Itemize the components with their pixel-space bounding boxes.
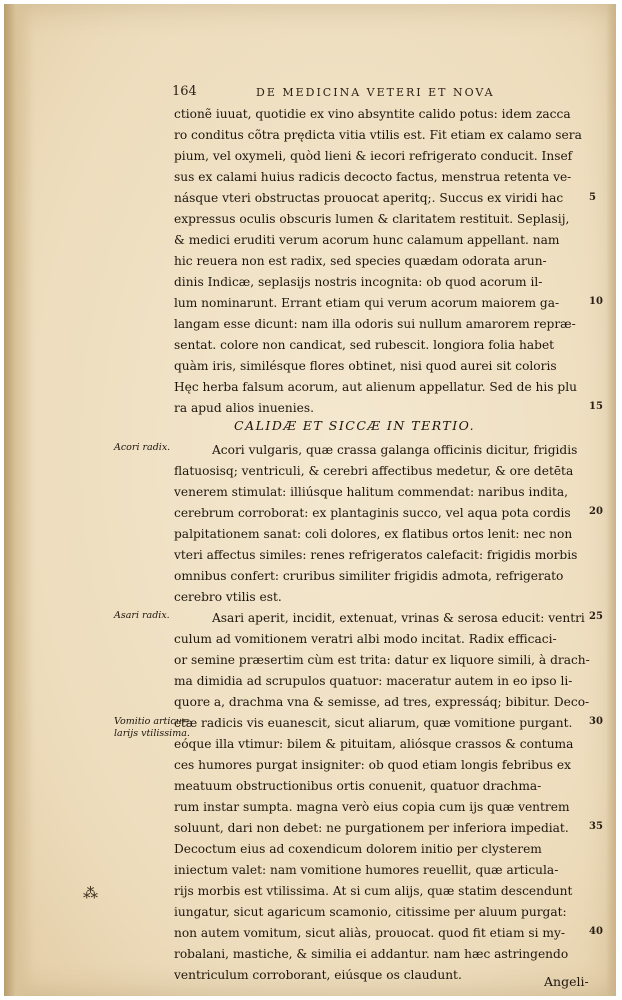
text-line: omnibus confert: cruribus similiter frigidis admota, refrigerato [174,569,564,583]
text-line: palpitationem sanat: coli dolores, ex flatibus ortos lenit: nec non [174,527,573,541]
text-line: ces humores purgat insigniter: ob quod etiam longis febribus ex [174,758,572,772]
asterism-mark-icon: ⁂ [83,884,98,902]
page-edge-shadow [606,4,616,996]
text-line: ro conditus cõtra prędicta vitia vtilis est. Fit etiam ex calamo sera [174,128,582,142]
text-line: or semine præsertim cùm est trita: datur ex liquore simili, à drach- [174,653,590,667]
text-line: ventriculum corroborant, eiúsque os claudunt. [174,968,462,982]
text-line: Hęc herba falsum acorum, aut alienum appellatur. Sed de his plu [174,380,577,394]
text-line: Acori vulgaris, quæ crassa galanga officinis dicitur, frigidis [212,443,578,457]
marginal-note-line: Vomitio articu= [114,716,190,727]
book-page [4,4,616,996]
text-line: rum instar sumpta. magna verò eius copia cum ijs quæ ventrem [174,800,570,814]
text-line: vteri affectus similes: renes refrigeratos calefacit: frigidis morbis [174,548,578,562]
text-line: quàm iris, similésque flores obtinet, nisi quod aurei sit coloris [174,359,557,373]
line-number: 15 [589,401,603,412]
text-line: pium, vel oxymeli, quòd lieni & iecori refrigerato conducit. Insef [174,149,573,163]
text-line: hic reuera non est radix, sed species quædam odorata arun- [174,254,547,268]
text-line: rijs morbis est vtilissima. At si cum alijs, quæ statim descendunt [174,884,573,898]
text-line: quore a, drachma vna & semisse, ad tres, expressáq; bibitur. Deco- [174,695,590,709]
text-line: iungatur, sicut agaricum scamonio, citissime per aluum purgat: [174,905,567,919]
text-line: langam esse dicunt: nam illa odoris sui nullum amarorem repræ- [174,317,576,331]
text-line: eóque illa vtimur: bilem & pituitam, aliósque crassos & contuma [174,737,574,751]
text-line: flatuosisq; ventriculi, & cerebri affectibus medetur, & ore detēta [174,464,574,478]
text-line: Asari aperit, incidit, extenuat, vrinas & serosa educit: ventri [212,611,585,625]
text-line: ctæ radicis vis euanescit, sicut aliarum, quæ vomitione purgant. [174,716,573,730]
text-line: ctionẽ iuuat, quotidie ex vino absyntite calido potus: idem zacca [174,107,571,121]
line-number: 25 [589,611,603,622]
text-line: venerem stimulat: illiúsque halitum commendat: naribus indita, [174,485,569,499]
marginal-note-acori: Acori radix. [114,442,171,453]
text-line: cerebro vtilis est. [174,590,282,604]
marginal-note-asari: Asari radix. [114,610,170,621]
text-line: Decoctum eius ad coxendicum dolorem initio per clysterem [174,842,542,856]
page-gutter-shadow [4,4,34,996]
text-line: sus ex calami huius radicis decocto factus, menstrua retenta ve- [174,170,572,184]
section-heading: CALIDÆ ET SICCÆ IN TERTIO. [234,418,476,433]
marginal-note-vomitio [114,716,190,740]
text-line: ra apud alios inuenies. [174,401,314,415]
running-header [172,84,582,104]
line-number: 20 [589,506,603,517]
text-line: dinis Indicæ, seplasijs nostris incognita: ob quod acorum il- [174,275,543,289]
text-line: & medici eruditi verum acorum hunc calamum appellant. nam [174,233,560,247]
line-number: 5 [589,192,596,203]
marginal-note-line: larijs vtilissima. [114,728,190,739]
line-number: 10 [589,296,603,307]
text-line: non autem vomitum, sicut aliàs, prouocat. quod fit etiam si my- [174,926,565,940]
text-line: iniectum valet: nam vomitione humores reuellit, quæ articula- [174,863,559,877]
page-number: 164 [172,84,197,99]
text-line: ma dimidia ad scrupulos quatuor: maceratur autem in eo ipso li- [174,674,573,688]
text-line: soluunt, dari non debet: ne purgationem per inferiora impediat. [174,821,569,835]
line-number: 30 [589,716,603,727]
line-number: 35 [589,821,603,832]
text-line: expressus oculis obscuris lumen & claritatem restituit. Seplasij, [174,212,570,226]
text-line: lum nominarunt. Errant etiam qui verum acorum maiorem ga- [174,296,560,310]
text-line: cerebrum corroborat: ex plantaginis succo, vel aqua pota cordis [174,506,571,520]
catchword: Angeli- [544,974,589,989]
line-number: 40 [589,926,603,937]
text-line: culum ad vomitionem veratri albi modo incitat. Radix efficaci- [174,632,557,646]
running-title: DE MEDICINA VETERI ET NOVA [256,86,495,99]
text-line: násque vteri obstructas prouocat aperitq;. Succus ex viridi hac [174,191,564,205]
text-line: meatuum obstructionibus ortis conuenit, quatuor drachma- [174,779,542,793]
text-line: sentat. colore non candicat, sed rubescit. longiora folia habet [174,338,555,352]
text-line: robalani, mastiche, & similia ei addantur. nam hæc astringendo [174,947,569,961]
